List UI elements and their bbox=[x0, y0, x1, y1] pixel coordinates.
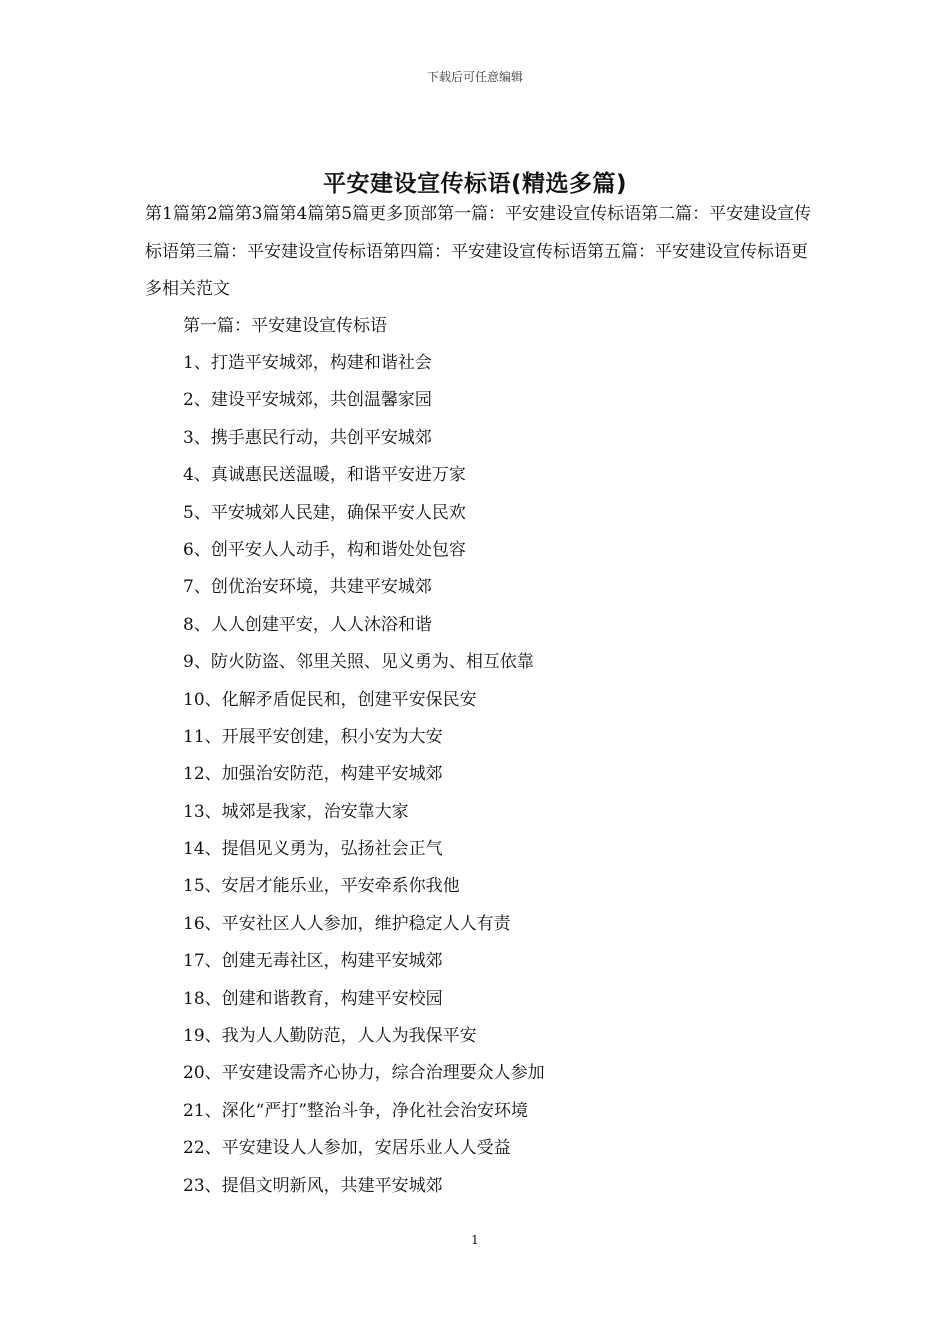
slogan-item: 10、化解矛盾促民和，创建平安保民安 bbox=[183, 689, 477, 710]
slogan-item: 17、创建无毒社区，构建平安城郊 bbox=[183, 951, 443, 972]
slogan-list bbox=[183, 345, 823, 1205]
page-header-note: 下载后可任意编辑 bbox=[426, 70, 523, 84]
slogan-item: 9、防火防盗、邻里关照、见义勇为、相互依靠 bbox=[183, 652, 534, 673]
slogan-item: 20、平安建设需齐心协力，综合治理要众人参加 bbox=[183, 1063, 545, 1084]
slogan-item: 14、提倡见义勇为，弘扬社会正气 bbox=[183, 839, 443, 860]
document-title: 平安建设宣传标语(精选多篇) bbox=[322, 171, 628, 198]
slogan-item: 11、开展平安创建，积小安为大安 bbox=[183, 726, 443, 747]
section-heading: 第一篇：平安建设宣传标语 bbox=[183, 316, 387, 336]
table-of-contents: 第1篇第2篇第3篇第4篇第5篇更多顶部第一篇：平安建设宣传标语第二篇：平安建设宣传标语第三篇：平安建设宣传标语第四篇：平安建设宣传标语第五篇：平安建设宣传标语更多相关范文 bbox=[145, 204, 812, 299]
slogan-item: 12、加强治安防范，构建平安城郊 bbox=[183, 764, 443, 785]
slogan-item: 22、平安建设人人参加，安居乐业人人受益 bbox=[183, 1138, 511, 1159]
slogan-item: 13、城郊是我家，治安靠大家 bbox=[183, 801, 409, 822]
slogan-item: 4、真诚惠民送温暖，和谐平安进万家 bbox=[183, 465, 466, 486]
page-number: 1 bbox=[471, 1233, 479, 1247]
slogan-item: 15、安居才能乐业，平安牵系你我他 bbox=[183, 876, 460, 897]
slogan-item: 19、我为人人勤防范，人人为我保平安 bbox=[183, 1026, 477, 1047]
slogan-item: 21、深化“严打”整治斗争，净化社会治安环境 bbox=[183, 1100, 529, 1121]
slogan-item: 5、平安城郊人民建，确保平安人民欢 bbox=[183, 502, 466, 523]
slogan-item: 8、人人创建平安，人人沐浴和谐 bbox=[183, 614, 432, 635]
slogan-item: 23、提倡文明新风，共建平安城郊 bbox=[183, 1175, 443, 1196]
slogan-item: 7、创优治安环境，共建平安城郊 bbox=[183, 577, 432, 598]
slogan-item: 6、创平安人人动手，构和谐处处包容 bbox=[183, 539, 466, 560]
slogan-item: 3、携手惠民行动，共创平安城郊 bbox=[183, 427, 432, 448]
slogan-item: 18、创建和谐教育，构建平安校园 bbox=[183, 988, 443, 1009]
slogan-item: 16、平安社区人人参加，维护稳定人人有责 bbox=[183, 913, 511, 934]
slogan-item: 1、打造平安城郊，构建和谐社会 bbox=[183, 353, 432, 373]
slogan-item: 2、建设平安城郊，共创温馨家园 bbox=[183, 390, 432, 411]
